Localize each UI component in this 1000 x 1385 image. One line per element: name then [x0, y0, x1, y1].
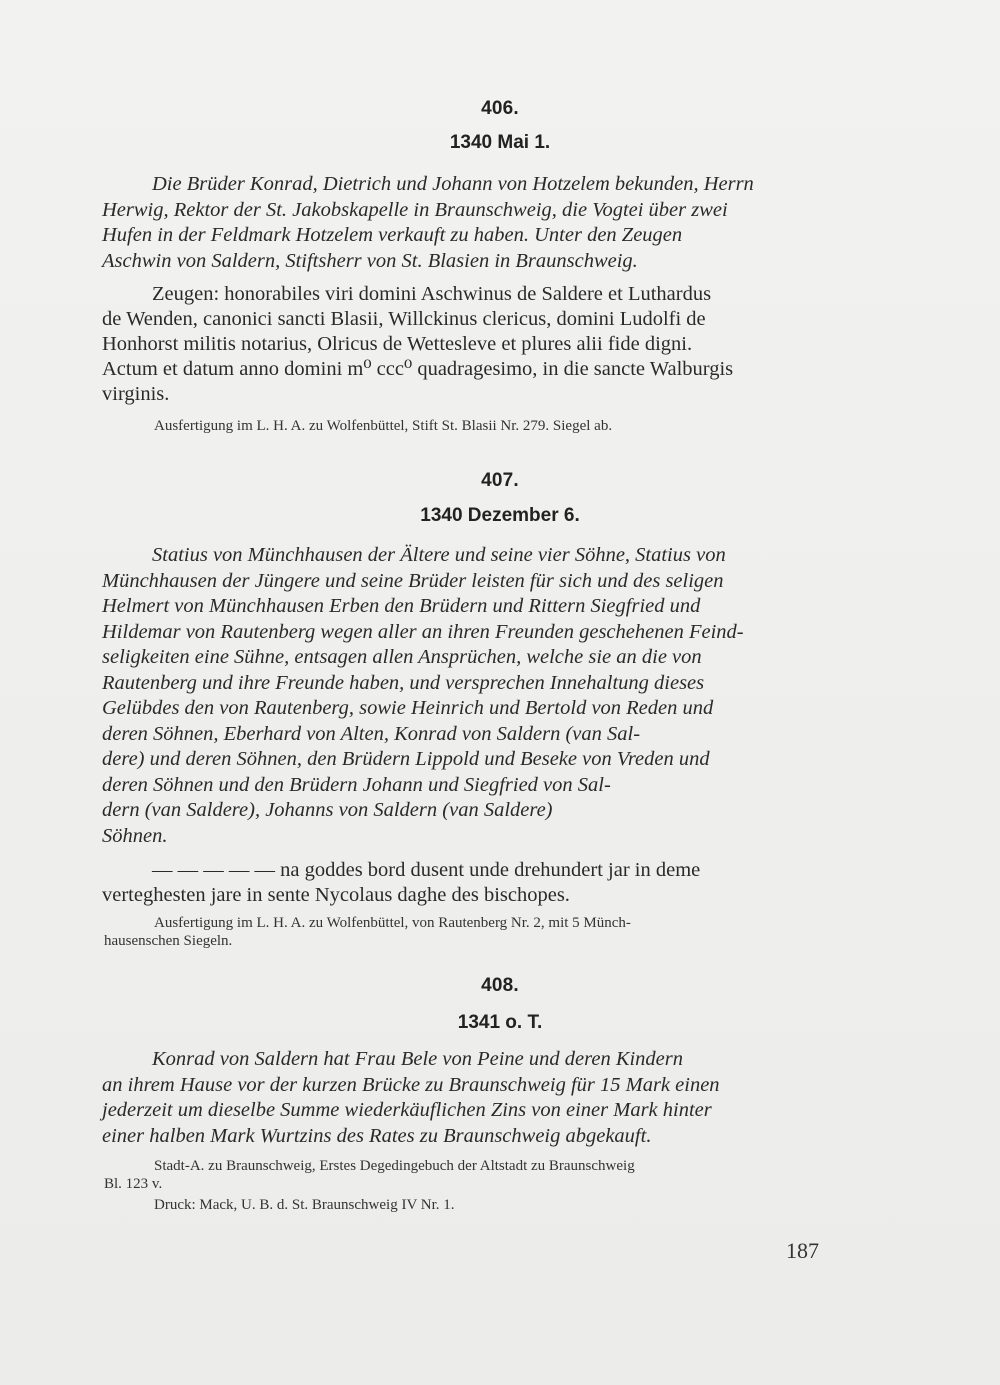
document-date-407: 1340 Dezember 6. [420, 505, 580, 526]
source-line: Ausfertigung im L. H. A. zu Wolfenbüttel, von Rautenberg Nr. 2, mit 5 Münch- [154, 915, 631, 931]
document-number-408: 408. [481, 975, 519, 996]
regest-line: dern (van Saldere), Johanns von Saldern (van Saldere) [102, 799, 553, 821]
text-line: virginis. [102, 383, 170, 405]
source-note-406: Ausfertigung im L. H. A. zu Wolfenbüttel, Stift St. Blasii Nr. 279. Siegel ab. [154, 418, 613, 434]
document-number-406: 406. [481, 98, 519, 119]
regest-line: Hufen in der Feldmark Hotzelem verkauft zu haben. Unter den Zeugen [102, 224, 683, 246]
text-line: de Wenden, canonici sancti Blasii, Willckinus clericus, domini Ludolfi de [102, 308, 706, 330]
regest-line: Herwig, Rektor der St. Jakobskapelle in Braunschweig, die Vogtei über zwei [102, 198, 728, 221]
regest-line: deren Söhnen, Eberhard von Alten, Konrad von Saldern (van Sal- [102, 722, 641, 745]
regest-408 [102, 1047, 828, 1149]
source-note-408 [104, 1157, 834, 1214]
document-number-407: 407. [481, 470, 519, 491]
source-note-407 [104, 914, 834, 950]
regest-line: an ihrem Hause vor der kurzen Brücke zu Braunschweig für 15 Mark einen [102, 1073, 720, 1096]
regest-406 [102, 172, 828, 274]
document-date-408: 1341 o. T. [457, 1012, 543, 1033]
page-number: 187 [786, 1238, 819, 1263]
source-line: Stadt-A. zu Braunschweig, Erstes Degedingebuch der Altstadt zu Braunschweig [154, 1158, 635, 1174]
regest-line: Helmert von Münchhausen Erben den Brüdern und Rittern Siegfried und [102, 595, 701, 617]
regest-line: Söhnen. [102, 824, 168, 847]
document-date-406: 1340 Mai 1. [449, 132, 551, 153]
regest-407 [102, 543, 828, 849]
text-line: Zeugen: honorabiles viri domini Aschwinus de Saldere et Luthardus [152, 283, 712, 305]
print-reference: Druck: Mack, U. B. d. St. Braunschweig IV Nr. 1. [154, 1197, 455, 1213]
regest-line: Gelübdes den von Rautenberg, sowie Heinrich und Bertold von Reden und [102, 697, 714, 719]
regest-line: einer halben Mark Wurtzins des Rates zu Braunschweig abgekauft. [102, 1124, 652, 1147]
text-line: verteghesten jare in sente Nycolaus daghe des bischopes. [102, 884, 570, 906]
regest-line: Statius von Münchhausen der Ältere und seine vier Söhne, Statius von [152, 544, 726, 566]
source-line: hausenschen Siegeln. [104, 933, 233, 949]
regest-line: Die Brüder Konrad, Dietrich und Johann von Hotzelem bekunden, Herrn [152, 173, 754, 195]
regest-line: deren Söhnen und den Brüdern Johann und Siegfried von Sal- [102, 773, 611, 796]
text-line: — — — — — na goddes bord dusent unde drehundert jar in deme [152, 859, 701, 881]
regest-line: Konrad von Saldern hat Frau Bele von Peine und deren Kindern [152, 1048, 684, 1070]
source-line: Bl. 123 v. [104, 1176, 163, 1192]
text-line: Actum et datum anno domini m⁰ ccc⁰ quadragesimo, in die sancte Walburgis [102, 358, 734, 380]
regest-line: jederzeit um dieselbe Summe wiederkäuflichen Zins von einer Mark hinter [102, 1099, 712, 1121]
regest-line: seligkeiten eine Sühne, entsagen allen Ansprüchen, welche sie an die von [102, 646, 702, 668]
regest-line: Hildemar von Rautenberg wegen aller an ihren Freunden geschehenen Feind- [102, 620, 744, 643]
text-407 [102, 858, 828, 908]
regest-line: dere) und deren Söhnen, den Brüdern Lippold und Beseke von Vreden und [102, 748, 710, 770]
regest-line: Aschwin von Saldern, Stiftsherr von St. Blasien in Braunschweig. [102, 249, 638, 272]
regest-line: Rautenberg und ihre Freunde haben, und versprechen Innehaltung dieses [102, 671, 705, 694]
regest-line: Münchhausen der Jüngere und seine Brüder leisten für sich und des seligen [102, 569, 724, 592]
text-406 [102, 282, 828, 407]
text-line: Honhorst militis notarius, Olricus de Wettesleve et plures alii fide digni. [102, 333, 693, 355]
